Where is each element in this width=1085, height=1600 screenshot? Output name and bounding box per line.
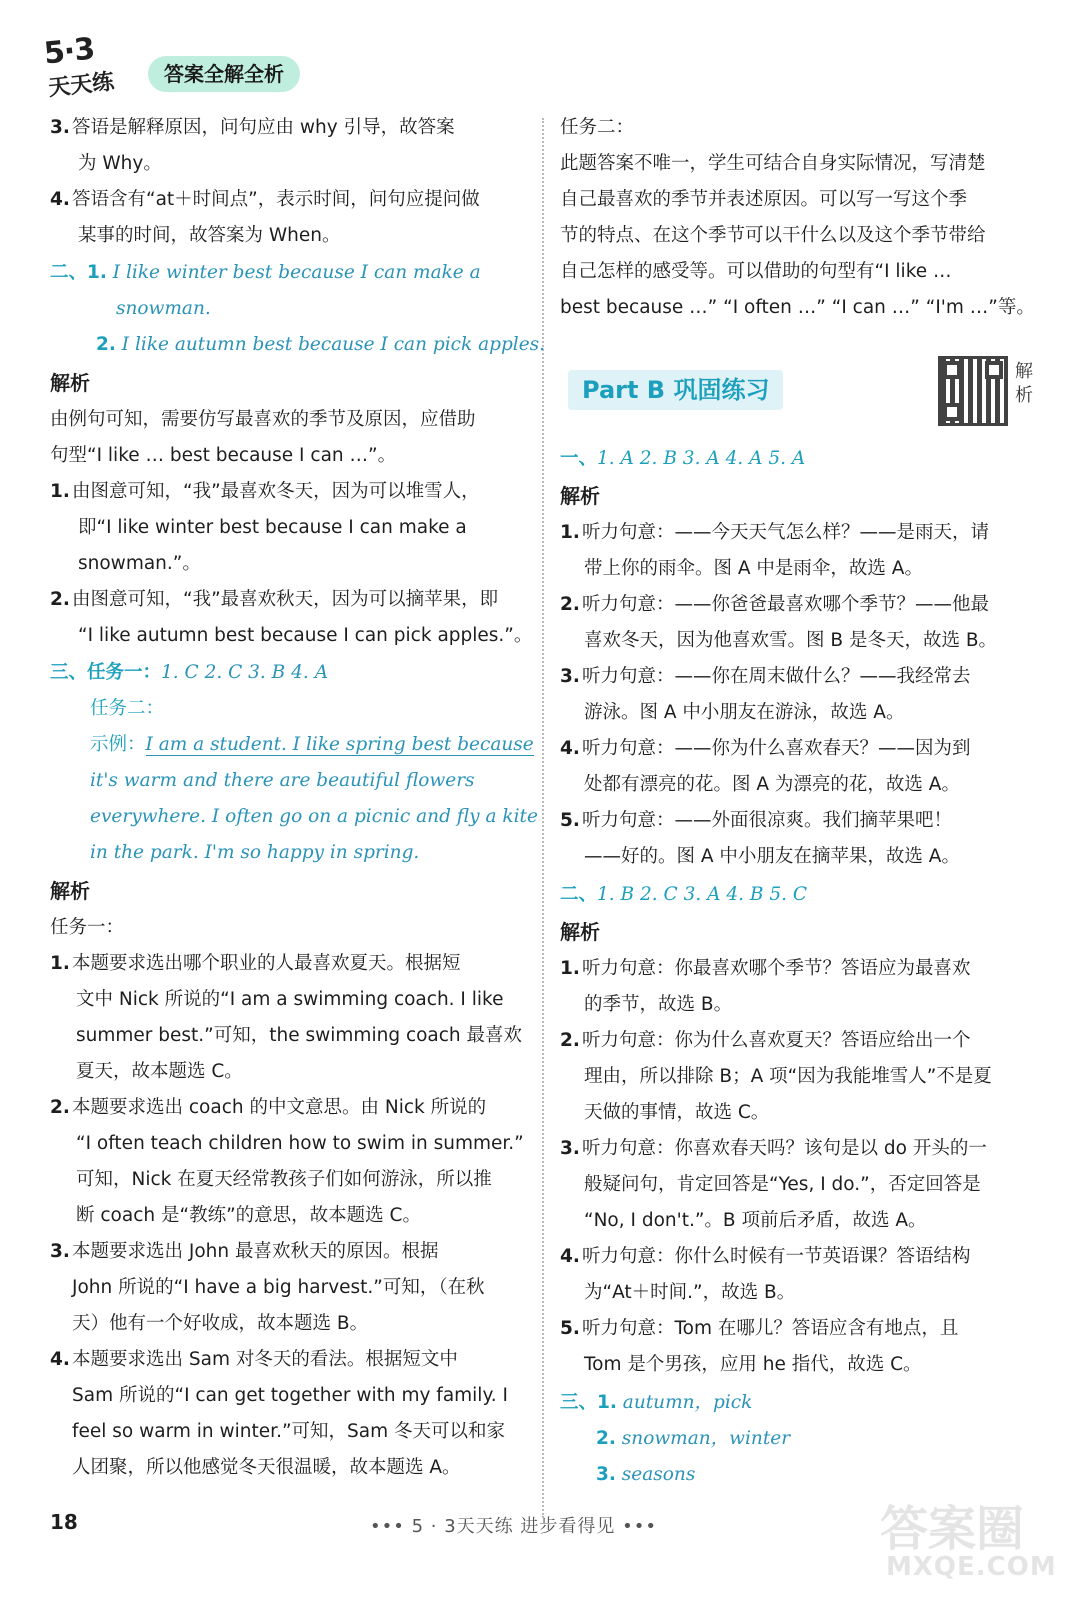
logo-main: 5·3 (42, 31, 96, 72)
text-line: 由例句可知，需要仿写最喜欢的季节及原因，应借助 (50, 409, 476, 430)
text-line: summer best.”可知，the swimming coach 最喜欢 (76, 1025, 523, 1046)
text-line: 理由，所以排除 B；A 项“因为我能堆雪人”不是夏 (584, 1066, 992, 1087)
text-line: 喜欢冬天，因为他喜欢雪。图 B 是冬天，故选 B。 (584, 630, 998, 651)
text-line: ——好的。图 A 中小朋友在摘苹果，故选 A。 (584, 846, 960, 867)
column-divider (542, 118, 544, 1518)
text-line: 天）他有一个好收成，故本题选 B。 (72, 1313, 369, 1334)
qr-code-icon[interactable] (938, 356, 1008, 426)
text-line: “I like autumn best because I can pick apples.”。 (78, 625, 533, 646)
section-heading: 解析 (50, 371, 90, 395)
text-line: Sam 所说的“I can get together with my family. I (72, 1385, 508, 1406)
text-line: snowman.”。 (78, 553, 201, 574)
watermark-main: 答案圈 (880, 1501, 1025, 1557)
text-line: 节的特点、在这个季节可以干什么以及这个季节带给 (560, 225, 986, 246)
watermark (880, 1490, 1060, 1590)
text-line: 人团聚，所以他感觉冬天很温暖，故本题选 A。 (72, 1457, 461, 1478)
text-line: 即“I like winter best because I can make a (78, 517, 467, 538)
text-line: 4. 答语含有“at＋时间点”，表示时间，问句应提问做 (50, 189, 480, 210)
text-line: 夏天，故本题选 C。 (76, 1061, 243, 1082)
answer-line: 二、1. I like winter best because I can make a (50, 262, 481, 283)
text-line: 为“At＋时间.”，故选 B。 (584, 1282, 796, 1303)
text-line: 2. 由图意可知，“我”最喜欢秋天，因为可以摘苹果，即 (50, 589, 499, 610)
text-line: 任务二： (560, 117, 635, 138)
text-line: 2. 听力句意：——你爸爸最喜欢哪个季节？——他最 (560, 594, 990, 615)
text-line: 处都有漂亮的花。图 A 为漂亮的花，故选 A。 (584, 774, 960, 795)
text-line: 可知，Nick 在夏天经常教孩子们如何游泳，所以推 (76, 1169, 492, 1190)
answer-line: everywhere. I often go on a picnic and fly a kite (90, 806, 538, 827)
text-line: 4. 本题要求选出 Sam 对冬天的看法。根据短文中 (50, 1349, 458, 1370)
text-line: 4. 听力句意：——你为什么喜欢春天？——因为到 (560, 738, 971, 759)
text-line: “I often teach children how to swim in summer.” (76, 1133, 524, 1154)
text-line: 自己怎样的感受等。可以借助的句型有“I like … (560, 261, 952, 282)
answer-line: 示例：I am a student. I like spring best because (90, 734, 534, 755)
section-heading: 解析 (560, 920, 600, 944)
text-line: “No, I don't.”。B 项前后矛盾，故选 A。 (584, 1210, 927, 1231)
part-b-title: Part B 巩固练习 (568, 370, 783, 410)
text-line: 天做的事情，故选 C。 (584, 1102, 770, 1123)
answer-line: 任务二： (90, 698, 165, 719)
page-header (40, 22, 360, 102)
text-line: 般疑问句，肯定回答是“Yes, I do.”，否定回答是 (584, 1174, 981, 1195)
text-line: 4. 听力句意：你什么时候有一节英语课？答语结构 (560, 1246, 971, 1267)
section-heading: 解析 (560, 484, 600, 508)
text-line: 5. 听力句意：——外面很凉爽。我们摘苹果吧！ (560, 810, 953, 831)
text-line: 自己最喜欢的季节并表述原因。可以写一写这个季 (560, 189, 968, 210)
answer-line: in the park. I'm so happy in spring. (90, 842, 420, 863)
answer-line: 二、1. B 2. C 3. A 4. B 5. C (560, 884, 808, 905)
text-line: 为 Why。 (78, 153, 162, 174)
text-line: 3. 答语是解释原因，问句应由 why 引导，故答案 (50, 117, 455, 138)
answer-line: 2. snowman，winter (596, 1428, 791, 1449)
text-line: 带上你的雨伞。图 A 中是雨伞，故选 A。 (584, 558, 923, 579)
text-line: 任务一： (50, 917, 125, 938)
text-line: John 所说的“I have a big harvest.”可知，（在秋 (72, 1277, 485, 1298)
answer-line: it's warm and there are beautiful flowers (90, 770, 475, 791)
answer-line: snowman. (116, 298, 211, 319)
text-line: best because …” “I often …” “I can …” “I'm …”等。 (560, 297, 1035, 318)
text-line: 1. 由图意可知，“我”最喜欢冬天，因为可以堆雪人， (50, 481, 480, 502)
text-line: 5. 听力句意：Tom 在哪儿？答语应含有地点，且 (560, 1318, 959, 1339)
text-line: 1. 本题要求选出哪个职业的人最喜欢夏天。根据短 (50, 953, 461, 974)
text-line: 3. 听力句意：——你在周末做什么？——我经常去 (560, 666, 971, 687)
answer-line: 一、1. A 2. B 3. A 4. A 5. A (560, 448, 806, 469)
qr-label: 解析 (1015, 361, 1033, 406)
answer-line: 三、1. autumn，pick (560, 1392, 753, 1413)
answer-line: 三、任务一：1. C 2. C 3. B 4. A (50, 662, 329, 683)
text-line: Tom 是个男孩，应用 he 指代，故选 C。 (584, 1354, 922, 1375)
text-line: 游泳。图 A 中小朋友在游泳，故选 A。 (584, 702, 905, 723)
text-line: 1. 听力句意：你最喜欢哪个季节？答语应为最喜欢 (560, 958, 971, 979)
brand-logo (40, 26, 130, 102)
text-line: 某事的时间，故答案为 When。 (78, 225, 341, 246)
text-line: 断 coach 是“教练”的意思，故本题选 C。 (76, 1205, 421, 1226)
text-line: 的季节，故选 B。 (584, 994, 733, 1015)
text-line: 2. 本题要求选出 coach 的中文意思。由 Nick 所说的 (50, 1097, 487, 1118)
text-line: 文中 Nick 所说的“I am a swimming coach. I like (76, 989, 504, 1010)
text-line: feel so warm in winter.”可知，Sam 冬天可以和家 (72, 1421, 506, 1442)
answer-line: 3. seasons (596, 1464, 696, 1485)
text-line: 此题答案不唯一，学生可结合自身实际情况，写清楚 (560, 153, 986, 174)
watermark-url: MXQE.COM (886, 1552, 1057, 1582)
page-number: 18 (50, 1510, 78, 1534)
answer-line: 2. I like autumn best because I can pick apples. (96, 334, 546, 355)
footer-slogan: ••• 5 · 3天天练 进步看得见 ••• (370, 1516, 657, 1537)
text-line: 3. 本题要求选出 John 最喜欢秋天的原因。根据 (50, 1241, 439, 1262)
header-title: 答案全解全析 (148, 56, 300, 92)
logo-sub: 天天练 (47, 69, 116, 102)
text-line: 3. 听力句意：你喜欢春天吗？该句是以 do 开头的一 (560, 1138, 987, 1159)
text-line: 句型“I like … best because I can …”。 (50, 445, 397, 466)
section-heading: 解析 (50, 879, 90, 903)
text-line: 2. 听力句意：你为什么喜欢夏天？答语应给出一个 (560, 1030, 971, 1051)
text-line: 1. 听力句意：——今天天气怎么样？——是雨天，请 (560, 522, 990, 543)
